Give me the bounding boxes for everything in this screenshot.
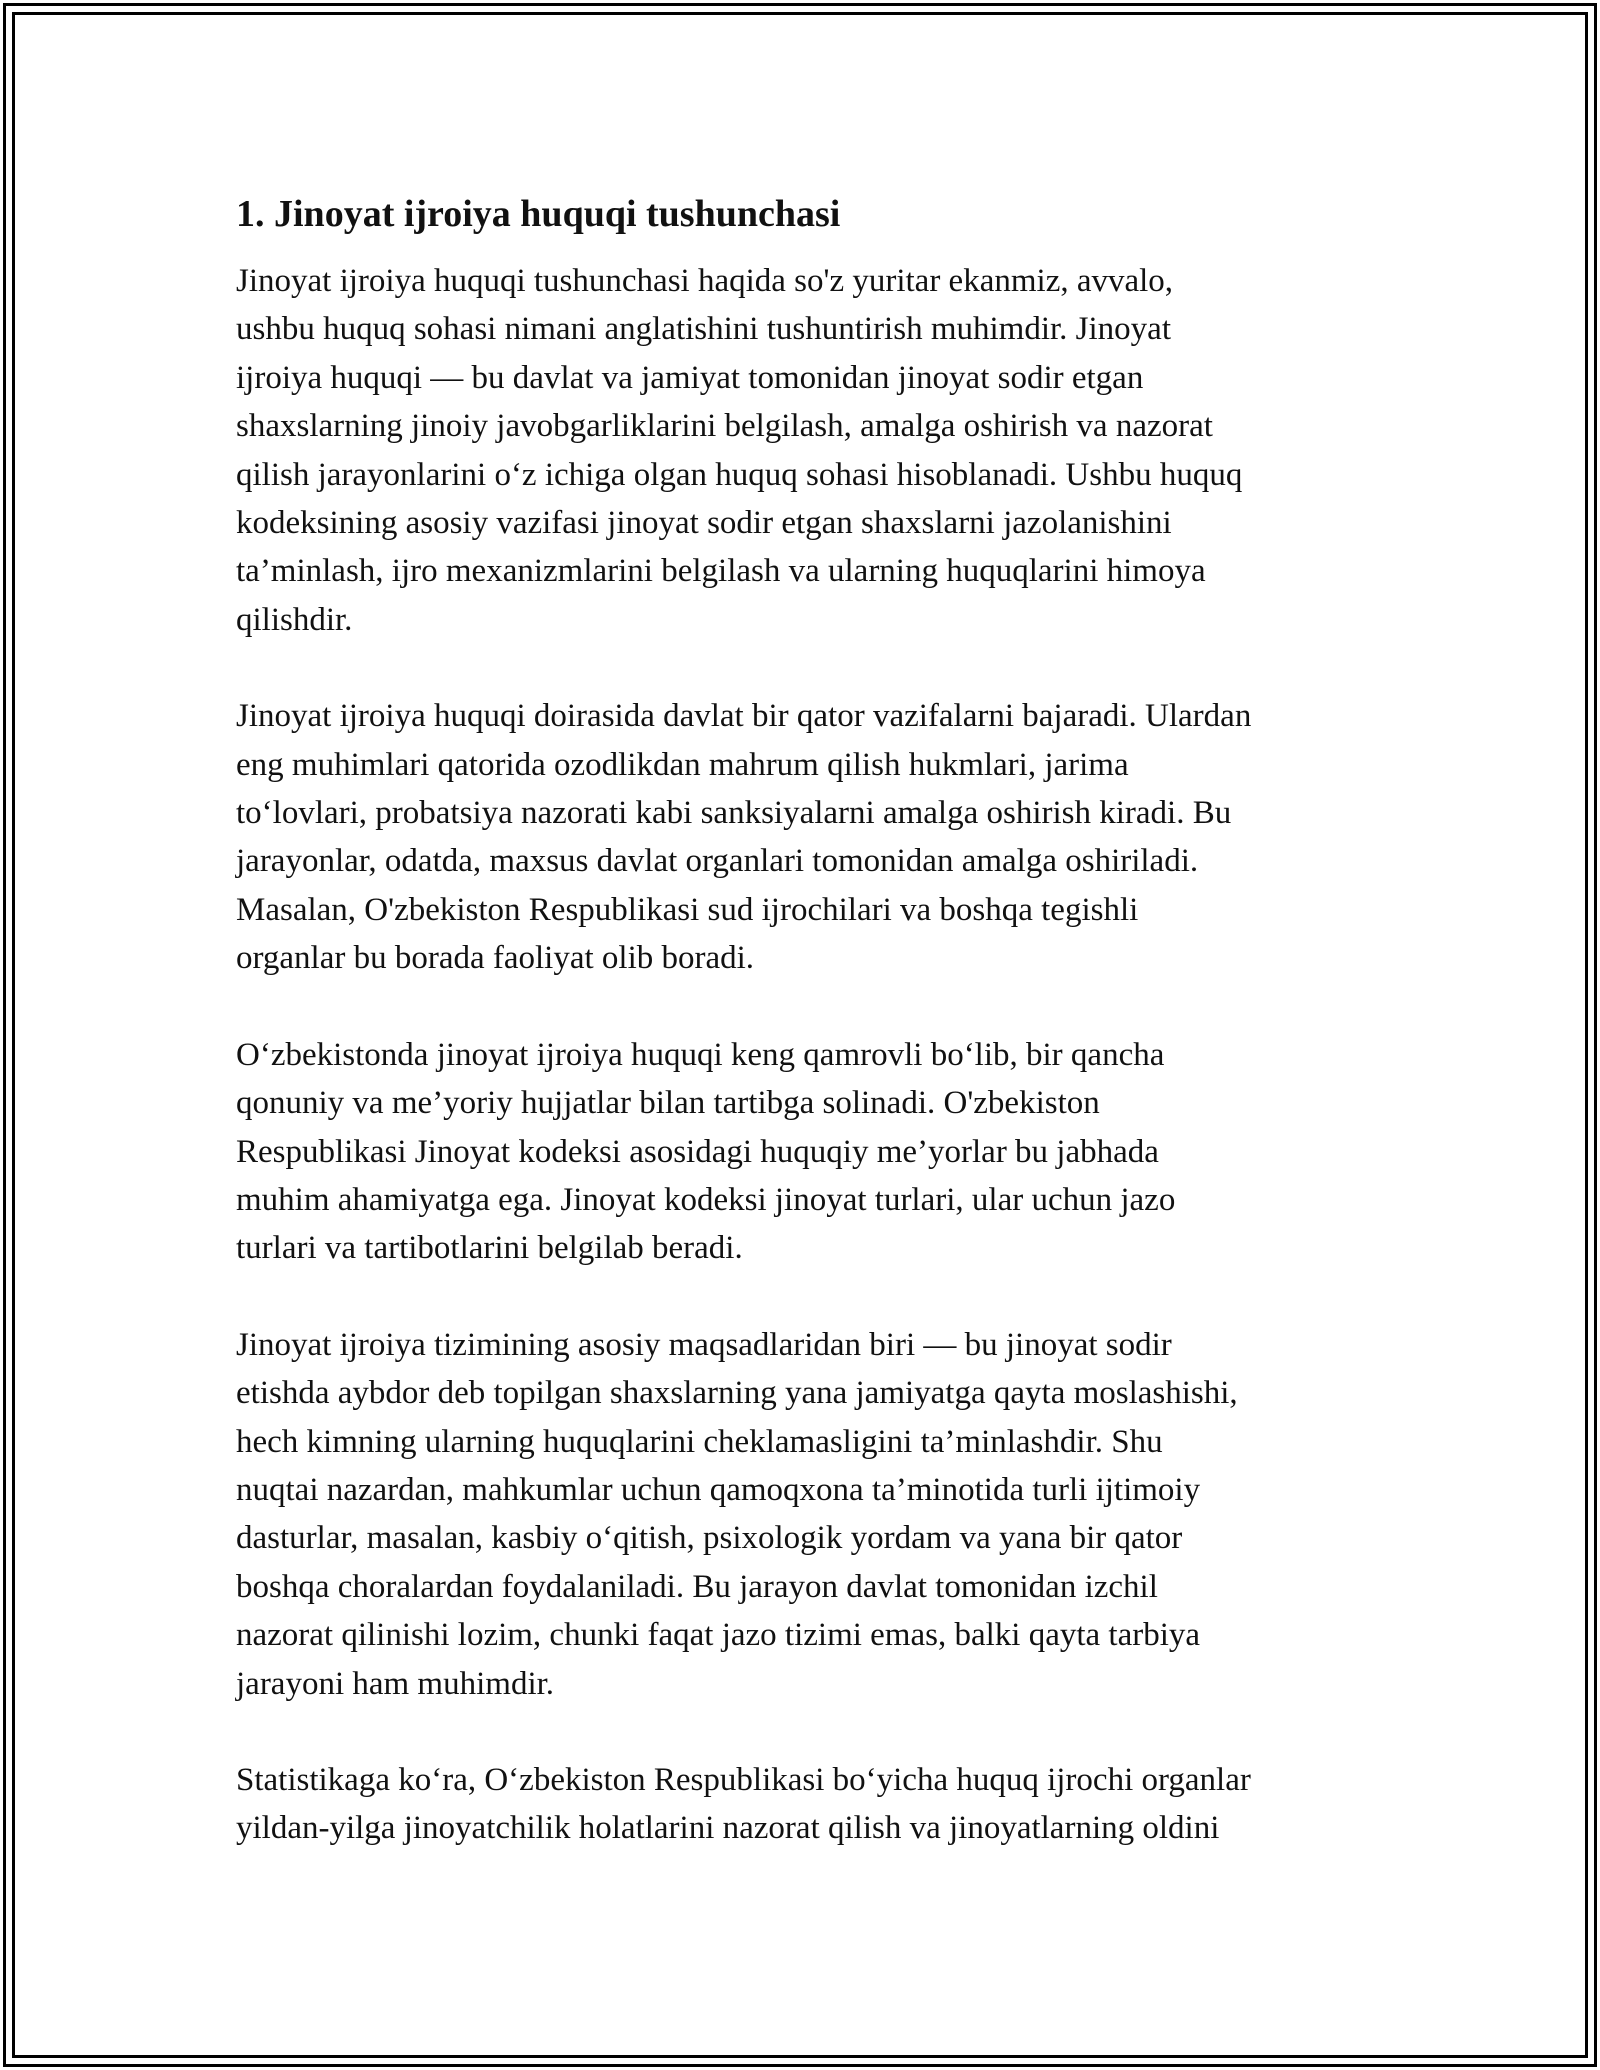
paragraph-line: Jinoyat ijroiya huquqi doirasida davlat bir qator vazifalarni bajaradi. Ulardan (236, 698, 1252, 735)
paragraph-line: ijroiya huquqi — bu davlat va jamiyat tomonidan jinoyat sodir etgan (236, 359, 1144, 396)
paragraph-line: shaxslarning jinoiy javobgarliklarini belgilash, amalga oshirish va nazorat (236, 408, 1213, 445)
paragraph-line: Jinoyat ijroiya huquqi tushunchasi haqida so'z yuritar ekanmiz, avvalo, (236, 263, 1174, 299)
paragraph-line: jarayonlar, odatda, maxsus davlat organlari tomonidan amalga oshiriladi. (236, 843, 1199, 880)
paragraph-line: boshqa choralardan foydalaniladi. Bu jarayon davlat tomonidan izchil (236, 1568, 1158, 1605)
paragraph-line: kodeksining asosiy vazifasi jinoyat sodir etgan shaxslarni jazolanishini (236, 505, 1172, 542)
body-paragraph (236, 257, 1376, 644)
body-paragraph (236, 1031, 1376, 1273)
body-paragraph (236, 1321, 1376, 1708)
paragraph-line: Statistikaga ko‘ra, O‘zbekiston Respublikasi bo‘yicha huquq ijrochi organlar (236, 1761, 1251, 1798)
paragraph-line: ushbu huquq sohasi nimani anglatishini tushuntirish muhimdir. Jinoyat (236, 311, 1171, 348)
paragraph-line: nazorat qilinishi lozim, chunki faqat jazo tizimi emas, balki qayta tarbiya (236, 1617, 1201, 1654)
paragraph-line: Respublikasi Jinoyat kodeksi asosidagi huquqiy me’yorlar bu jabhada (236, 1133, 1159, 1170)
paragraph-line: muhim ahamiyatga ega. Jinoyat kodeksi jinoyat turlari, ular uchun jazo (236, 1181, 1176, 1218)
paragraph-list (236, 257, 1376, 1853)
body-paragraph (236, 692, 1376, 982)
paragraph-line: turlari va tartibotlarini belgilab beradi. (236, 1230, 743, 1267)
paragraph-line: jarayoni ham muhimdir. (236, 1665, 555, 1702)
paragraph-line: eng muhimlari qatorida ozodlikdan mahrum qilish hukmlari, jarima (236, 746, 1129, 783)
paragraph-line: yildan-yilga jinoyatchilik holatlarini nazorat qilish va jinoyatlarning oldini (236, 1810, 1220, 1847)
paragraph-line: qonuniy va me’yoriy hujjatlar bilan tartibga solinadi. O'zbekiston (236, 1085, 1100, 1122)
paragraph-line: Jinoyat ijroiya tizimining asosiy maqsadlaridan biri — bu jinoyat sodir (236, 1326, 1172, 1363)
paragraph-line: Masalan, O'zbekiston Respublikasi sud ijrochilari va boshqa tegishli (236, 891, 1139, 928)
paragraph-line: hech kimning ularning huquqlarini cheklamasligini ta’minlashdir. Shu (236, 1423, 1163, 1460)
paragraph-line: qilish jarayonlarini o‘z ichiga olgan huquq sohasi hisoblanadi. Ushbu huquq (236, 456, 1243, 493)
paragraph-line: ta’minlash, ijro mexanizmlarini belgilash va ularning huquqlarini himoya (236, 553, 1206, 590)
body-paragraph (236, 1756, 1376, 1853)
paragraph-line: to‘lovlari, probatsiya nazorati kabi sanksiyalarni amalga oshirish kiradi. Bu (236, 795, 1232, 832)
paragraph-line: O‘zbekistonda jinoyat ijroiya huquqi keng qamrovli bo‘lib, bir qancha (236, 1036, 1165, 1073)
section-heading: 1. Jinoyat ijroiya huquqi tushunchasi (236, 193, 841, 235)
paragraph-line: organlar bu borada faoliyat olib boradi. (236, 940, 755, 977)
paragraph-line: nuqtai nazardan, mahkumlar uchun qamoqxona ta’minotida turli ijtimoiy (236, 1471, 1201, 1508)
paragraph-line: etishda aybdor deb topilgan shaxslarning yana jamiyatga qayta moslashishi, (236, 1375, 1238, 1412)
document-body (236, 185, 1376, 1901)
paragraph-line: qilishdir. (236, 601, 353, 638)
paragraph-line: dasturlar, masalan, kasbiy o‘qitish, psixologik yordam va yana bir qator (236, 1520, 1183, 1557)
